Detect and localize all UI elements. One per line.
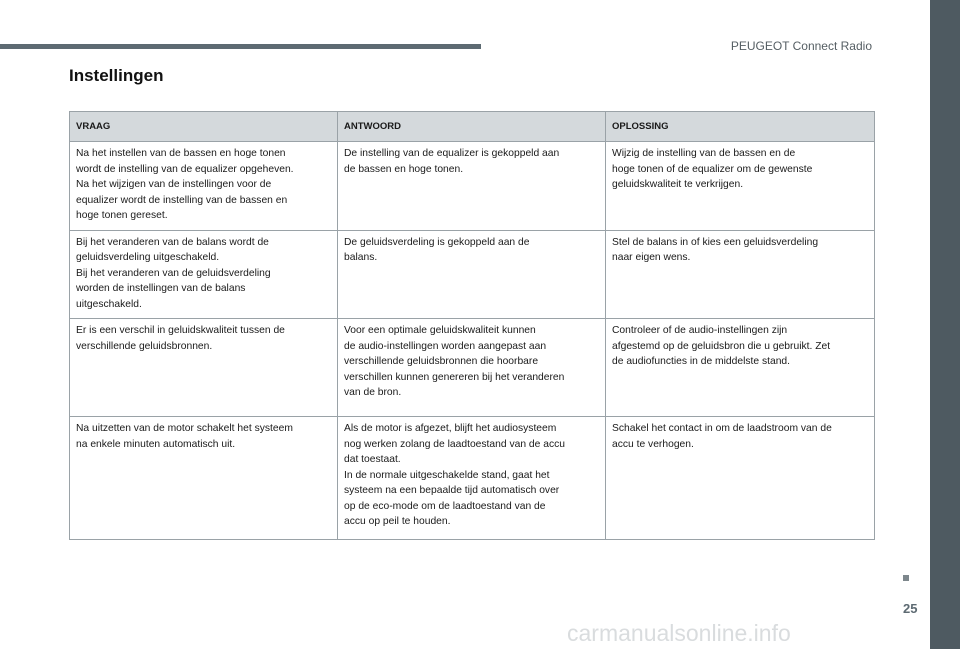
table-header-row (70, 112, 875, 142)
cell-line: Er is een verschil in geluidskwaliteit tussen de (76, 325, 285, 336)
cell-antwoord (338, 417, 606, 540)
cell-line: accu te verhogen. (612, 438, 694, 450)
cell-line: nog werken zolang de laadtoestand van de accu (344, 438, 565, 450)
cell-line: Wijzig de instelling van de bassen en de (612, 148, 796, 159)
cell-line: worden de instellingen van de balans (76, 283, 246, 294)
column-header-vraag: VRAAG (70, 112, 338, 142)
watermark: carmanualsonline.info (567, 620, 791, 646)
cell-line: verschillende geluidsbronnen die hoorbare (344, 356, 539, 367)
cell-line: In de normale uitgeschakelde stand, gaat het (344, 469, 550, 481)
page-number: 25 (903, 601, 918, 616)
table-row (70, 142, 875, 231)
cell-line: Na het wijzigen van de instellingen voor de (76, 179, 272, 190)
cell-line: van de bron. (344, 387, 402, 398)
cell-line: Na het instellen van de bassen en hoge tonen (76, 148, 286, 159)
cell-line: de bassen en hoge tonen. (344, 163, 464, 175)
cell-line: geluidskwaliteit te verkrijgen. (612, 179, 744, 190)
cell-line: De geluidsverdeling is gekoppeld aan de (344, 236, 530, 248)
header-title: PEUGEOT Connect Radio (730, 39, 872, 53)
cell-oplossing (606, 142, 875, 231)
table-row (70, 319, 875, 417)
column-header-oplossing: OPLOSSING (606, 112, 875, 142)
cell-line: hoge tonen gereset. (76, 210, 168, 221)
cell-line: Bij het veranderen van de balans wordt de (76, 236, 269, 248)
column-header-antwoord: ANTWOORD (338, 112, 606, 142)
page-marker (903, 575, 909, 581)
table-row (70, 417, 875, 540)
cell-antwoord (338, 319, 606, 417)
cell-line: De instelling van de equalizer is gekoppeld aan (344, 148, 560, 159)
cell-antwoord (338, 142, 606, 231)
cell-line: systeem na een bepaalde tijd automatisch over (344, 485, 560, 496)
cell-line: Stel de balans in of kies een geluidsverdeling (612, 236, 819, 248)
cell-vraag (70, 417, 338, 540)
troubleshooting-table (69, 111, 875, 540)
cell-vraag (70, 230, 338, 319)
cell-line: hoge tonen of de equalizer om de gewenste (612, 163, 813, 175)
cell-oplossing (606, 417, 875, 540)
cell-line: equalizer wordt de instelling van de bassen en (76, 194, 288, 206)
cell-line: accu op peil te houden. (344, 516, 451, 527)
cell-vraag (70, 142, 338, 231)
cell-line: dat toestaat. (344, 454, 401, 465)
cell-line: na enkele minuten automatisch uit. (76, 438, 236, 450)
cell-line: uitgeschakeld. (76, 298, 142, 310)
cell-line: Na uitzetten van de motor schakelt het systeem (76, 423, 293, 434)
cell-antwoord (338, 230, 606, 319)
page-title: Instellingen (69, 66, 164, 85)
cell-line: wordt de instelling van de equalizer opgeheven. (76, 163, 294, 175)
cell-line: afgestemd op de geluidsbron die u gebruikt. Zet (612, 340, 831, 352)
cell-line: Als de motor is afgezet, blijft het audiosysteem (344, 423, 557, 434)
cell-line: verschillende geluidsbronnen. (76, 340, 213, 352)
cell-line: Bij het veranderen van de geluidsverdeling (76, 267, 271, 279)
cell-line: de audiofuncties in de middelste stand. (612, 356, 791, 367)
cell-line: balans. (344, 252, 378, 263)
cell-oplossing (606, 319, 875, 417)
table-row (70, 230, 875, 319)
cell-line: verschillen kunnen genereren bij het veranderen (344, 371, 565, 383)
cell-oplossing (606, 230, 875, 319)
cell-line: Voor een optimale geluidskwaliteit kunnen (344, 325, 536, 336)
header-rule (0, 44, 481, 49)
cell-line: op de eco-mode om de laadtoestand van de (344, 500, 546, 512)
cell-line: Controleer of de audio-instellingen zijn (612, 325, 788, 336)
cell-line: Schakel het contact in om de laadstroom van de (612, 423, 832, 434)
cell-line: naar eigen wens. (612, 252, 691, 263)
side-strip (930, 0, 960, 649)
cell-vraag (70, 319, 338, 417)
cell-line: de audio-instellingen worden aangepast aan (344, 340, 547, 352)
cell-line: geluidsverdeling uitgeschakeld. (76, 252, 220, 263)
